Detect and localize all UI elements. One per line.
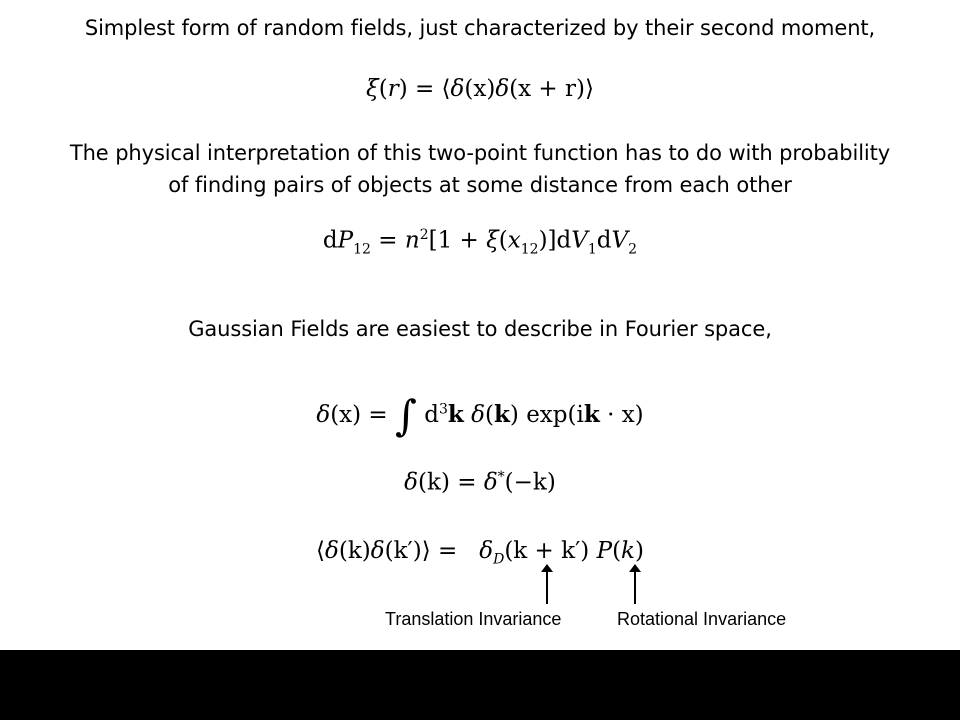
equation-pair-probability: $dP_{12} = n^2[1 + \xi(x_{12})]dV_1dV_2$: [322, 227, 638, 258]
equation-correlation-function: ξ(r) = ⟨δ(x)δ(x + r)⟩: [366, 76, 594, 102]
equation-power-spectrum: ⟨δ(k)δ(k′)⟩ = $\delta_D(k + k')$ P(k): [316, 538, 644, 568]
heading-gaussian-fields: Gaussian Fields are easiest to describe in Fourier space,: [188, 317, 772, 341]
heading-physical-interpretation-line1: The physical interpretation of this two-point function has to do with probability: [69, 141, 891, 165]
arrow-up-icon: [634, 566, 636, 604]
bottom-black-bar: [0, 650, 960, 720]
caption-translation-invariance: Translation Invariance: [385, 609, 562, 629]
heading-second-moment: Simplest form of random fields, just characterized by their second moment,: [84, 16, 876, 40]
heading-physical-interpretation: [0, 137, 960, 201]
equation-reality-condition: δ(k) = δ*(−k): [404, 469, 556, 496]
caption-rotational-invariance: Rotational Invariance: [617, 609, 787, 629]
arrow-up-icon: [546, 566, 548, 604]
equation-fourier-transform: δ(x) = ∫ $d^3k$ δ(k) exp(ik · x): [316, 391, 644, 440]
heading-physical-interpretation-line2: of finding pairs of objects at some distance from each other: [168, 173, 792, 197]
